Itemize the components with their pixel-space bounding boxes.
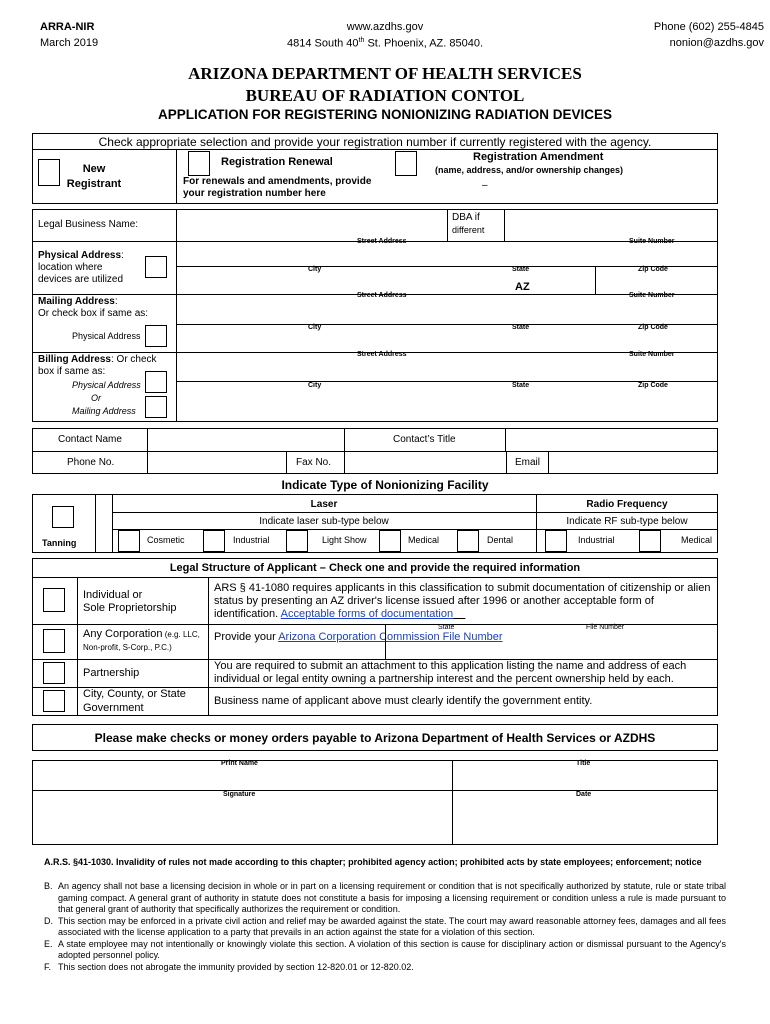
mailing-suite-label: Suite Number (629, 292, 675, 299)
email-label: Email (515, 457, 541, 468)
renewal-label: Registration Renewal (221, 156, 333, 168)
amendment-checkbox[interactable] (395, 151, 417, 176)
partnership-requirement: You are required to submit an attachment to this application listing the name and address of each individual or legal entity owning a partnership interest and the percent ownership held by each. (214, 660, 687, 685)
light-show-checkbox[interactable] (286, 530, 308, 552)
mailing-street-label: Street Address (357, 292, 407, 299)
physical-suite-label: Suite Number (629, 238, 675, 245)
title-label: Title (576, 760, 591, 767)
statute-heading: A.R.S. §41-1030. Invalidity of rules not made according to this chapter; prohibited agency action; prohibited acts by state employees; enforcement; notice (44, 857, 702, 867)
rf-subtype-label: Indicate RF sub-type below (566, 516, 688, 527)
individual-checkbox[interactable] (43, 588, 65, 612)
government-requirement: Business name of applicant above must clearly identify the government entity. (214, 695, 593, 707)
new-registrant-label: New Registrant (66, 163, 122, 190)
signature-input[interactable] (34, 802, 450, 843)
mailing-same-physical-label: Physical Address (72, 331, 141, 341)
physical-street-label: Street Address (357, 238, 407, 245)
physical-state-label: State (512, 266, 530, 273)
page-title: ARIZONA DEPARTMENT OF HEALTH SERVICES (188, 64, 582, 83)
tanning-checkbox[interactable] (52, 506, 74, 528)
registration-instruction: Check appropriate selection and provide your registration number if currently registered with the agency. (98, 135, 652, 149)
mailing-zip-label: Zip Code (638, 324, 668, 331)
new-registrant-checkbox[interactable] (38, 159, 60, 186)
industrial-laser-label: Industrial (233, 535, 270, 545)
rf-label: Radio Frequency (586, 499, 668, 510)
medical-rf-checkbox[interactable] (639, 530, 661, 552)
renewal-instruction: For renewals and amendments, provide your registration number here (183, 176, 372, 199)
physical-address-label: Physical Address: (38, 250, 124, 261)
contact-name-input[interactable] (149, 430, 342, 449)
billing-same-mailing-label: Mailing Address (72, 406, 136, 416)
registration-number-field[interactable]: – (482, 180, 488, 191)
phone-input[interactable] (149, 453, 284, 472)
mailing-same-physical-checkbox[interactable] (145, 325, 167, 347)
signature-label: Signature (223, 791, 256, 798)
acceptable-documentation-link[interactable]: Acceptable forms of documentation (280, 608, 454, 620)
statute-list (44, 881, 726, 973)
corporation-file-label: File Number (586, 624, 625, 631)
form-title: APPLICATION FOR REGISTERING NONIONIZING RADIATION DEVICES (157, 107, 613, 122)
government-label: City, County, or State (83, 688, 186, 700)
government-label-2: Government (83, 702, 144, 714)
dental-label: Dental (487, 535, 514, 545)
agency-email[interactable]: nonion@azdhs.gov (669, 37, 764, 49)
corporation-checkbox[interactable] (43, 629, 65, 653)
billing-same-mailing-checkbox[interactable] (145, 396, 167, 418)
partnership-checkbox[interactable] (43, 662, 65, 684)
billing-state-label: State (512, 382, 530, 389)
legal-structure-heading: Legal Structure of Applicant – Check one and provide the required information (169, 562, 581, 574)
statute-item: E. A state employee may not intentionally or knowingly violate this section. A violation of this section is cause for disciplinary action or dismissal pursuant to the Agency's adopted personnel policy. (44, 938, 726, 960)
contact-name-label: Contact Name (58, 434, 122, 445)
billing-same-physical-checkbox[interactable] (145, 371, 167, 393)
renewal-checkbox[interactable] (188, 151, 210, 176)
billing-suite-label: Suite Number (629, 351, 675, 358)
government-checkbox[interactable] (43, 690, 65, 712)
statute-item: F. This section does not abrogate the immunity provided by section 12-820.01 or 12-820.02. (44, 961, 414, 972)
fax-input[interactable] (346, 453, 504, 472)
legal-business-name-label: Legal Business Name: (38, 219, 139, 230)
physical-state-value: AZ (515, 281, 530, 293)
physical-city-label: City (308, 266, 322, 273)
mailing-city-label: City (308, 324, 322, 331)
date-input[interactable] (454, 802, 716, 843)
contact-title-input[interactable] (507, 430, 716, 449)
laser-label: Laser (310, 499, 338, 510)
industrial-rf-label: Industrial (578, 535, 615, 545)
physical-address-checkbox[interactable] (145, 256, 167, 278)
print-name-label: Print Name (221, 760, 258, 767)
mailing-state-label: State (512, 324, 530, 331)
cosmetic-label: Cosmetic (147, 535, 185, 545)
payment-instruction: Please make checks or money orders payable to Arizona Department of Health Services or AZDHS (94, 731, 656, 745)
corporation-file-number-input[interactable] (387, 634, 716, 657)
industrial-rf-checkbox[interactable] (545, 530, 567, 552)
physical-address-desc-2: devices are utilized (38, 274, 124, 285)
individual-label-2: Sole Proprietorship (83, 602, 177, 614)
billing-zip-label: Zip Code (638, 382, 668, 389)
dba-label-2: different (452, 225, 485, 235)
corporation-state-label: State (438, 624, 455, 631)
billing-same-physical-label: Physical Address (72, 380, 141, 390)
fax-label: Fax No. (296, 457, 332, 468)
page-subtitle: BUREAU OF RADIATION CONTOL (245, 86, 525, 105)
form-id: ARRA-NIR (40, 21, 95, 33)
email-input[interactable] (550, 453, 716, 472)
physical-zip-label: Zip Code (638, 266, 668, 273)
billing-address-label: Billing Address: Or check (38, 354, 157, 365)
medical-laser-checkbox[interactable] (379, 530, 401, 552)
industrial-laser-checkbox[interactable] (203, 530, 225, 552)
legal-business-name-input[interactable] (178, 211, 445, 239)
light-show-label: Light Show (322, 535, 367, 545)
individual-requirement: ARS § 41-1080 requires applicants in this classification to submit documentation of citizenship or alien status by presenting an AZ driver's license issued after 1996 or another acceptable form of identification. Acceptable forms of documentation (214, 582, 711, 620)
statute-item: B. An agency shall not base a licensing decision in whole or in part on a licensing requirement or condition that is not specifically authorized by statute, rule or state tribal gaming compact. A general grant of authority in statute does not constitute a basis for imposing a licensing requirement or condition unless a rule is made pursuant to that general grant of authority that specifically authorizes the requirement or condition. (44, 881, 726, 914)
medical-rf-label: Medical (681, 535, 713, 545)
corporation-requirement: Provide your Arizona Corporation Commission File Number (214, 631, 503, 643)
amendment-note: (name, address, and/or ownership changes) (435, 165, 624, 175)
website-link[interactable]: www.azdhs.gov (346, 21, 424, 33)
contact-title-label: Contact’s Title (393, 434, 456, 445)
medical-laser-label: Medical (408, 535, 440, 545)
mailing-address-label: Mailing Address: (38, 296, 118, 307)
corporation-file-link[interactable]: Arizona Corporation Commission File Number (278, 631, 503, 643)
title-input[interactable] (454, 770, 716, 788)
date-label: Date (576, 791, 592, 798)
print-name-input[interactable] (34, 770, 450, 788)
partnership-label: Partnership (83, 667, 140, 679)
physical-street-input[interactable] (178, 246, 593, 265)
billing-address-desc: box if same as: (38, 366, 106, 377)
amendment-label: Registration Amendment (473, 151, 604, 163)
agency-address: 4814 South 40th St. Phoenix, AZ. 85040. (286, 37, 484, 50)
dba-label: DBA if (452, 212, 480, 223)
cosmetic-checkbox[interactable] (118, 530, 140, 552)
physical-address-desc: location where (38, 262, 103, 273)
facility-heading: Indicate Type of Nonionizing Facility (281, 478, 489, 492)
dba-input[interactable] (506, 211, 716, 239)
phone-label: Phone No. (67, 457, 115, 468)
agency-phone: Phone (602) 255-4845 (653, 21, 764, 33)
billing-street-label: Street Address (357, 351, 407, 358)
laser-subtype-label: Indicate laser sub-type below (259, 516, 389, 527)
mailing-address-desc: Or check box if same as: (38, 308, 149, 319)
individual-label: Individual or (83, 589, 143, 601)
form-date: March 2019 (40, 37, 99, 49)
corporation-label: Any Corporation (e.g. LLC, Non-profit, S-Corp., P.C.) (83, 628, 200, 652)
tanning-label: Tanning (42, 538, 77, 548)
dental-checkbox[interactable] (457, 530, 479, 552)
billing-or-label: Or (91, 393, 101, 403)
billing-city-label: City (308, 382, 322, 389)
statute-item: D. This section may be enforced in a private civil action and relief may be awarded against the state. The court may award reasonable attorney fees, damages and all fees associated with the license application to a party that prevails in an action against the state for a violation of this section. (44, 915, 726, 937)
